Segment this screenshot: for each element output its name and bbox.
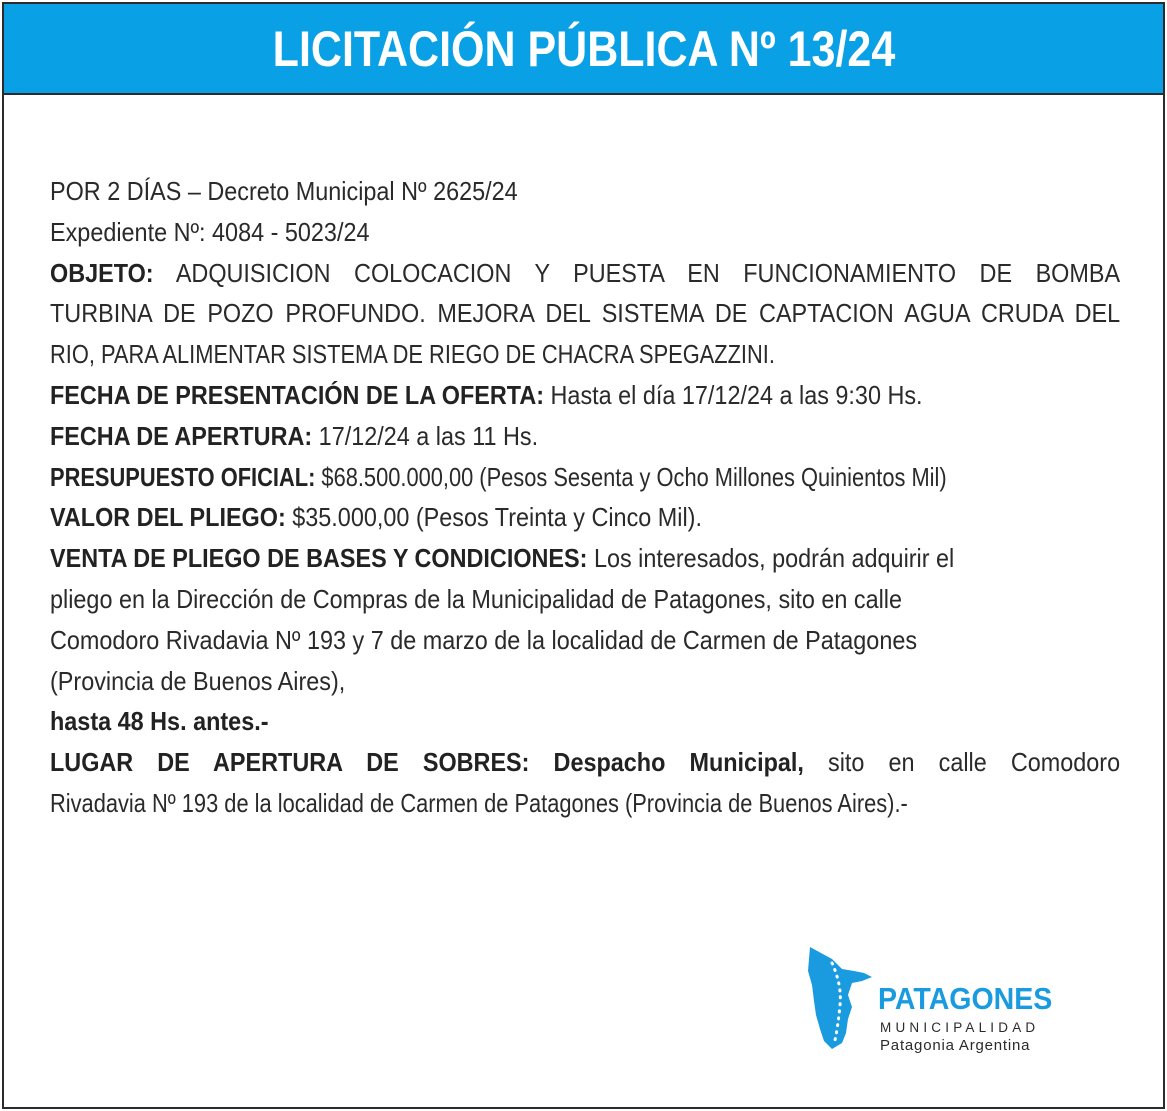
presentacion-value: Hasta el día 17/12/24 a las 9:30 Hs. <box>550 379 923 410</box>
objeto-line-3: RIO, PARA ALIMENTAR SISTEMA DE RIEGO DE CHACRA SPEGAZZINI. <box>50 339 775 370</box>
lugar-line-1 <box>50 742 1120 783</box>
logo-name: PATAGONES <box>878 981 1053 1016</box>
presupuesto-value: $68.500.000,00 (Pesos Sesenta y Ocho Millones Quinientos Mil) <box>321 461 947 492</box>
objeto-text-1: ADQUISICION COLOCACION Y PUESTA EN FUNCIONAMIENTO DE BOMBA <box>175 257 1121 288</box>
pliego-value: $35.000,00 (Pesos Treinta y Cinco Mil). <box>292 502 702 533</box>
lugar-line-2: Rivadavia Nº 193 de la localidad de Carmen de Patagones (Provincia de Buenos Aires).- <box>50 787 908 818</box>
notice-body <box>50 171 1120 824</box>
objeto-line-1 <box>50 253 1120 294</box>
venta-line-4: (Provincia de Buenos Aires), <box>50 665 346 696</box>
pliego-line <box>50 497 1013 538</box>
logo-tagline: Patagonia Argentina <box>880 1037 1031 1054</box>
header-banner <box>4 4 1163 95</box>
presupuesto-label: PRESUPUESTO OFICIAL: <box>50 461 316 492</box>
days-line: POR 2 DÍAS – Decreto Municipal Nº 2625/24 <box>50 176 518 206</box>
apertura-label: FECHA DE APERTURA: <box>50 420 313 451</box>
venta-line-2: pliego en la Dirección de Compras de la Municipalidad de Patagones, sito en calle <box>50 583 903 614</box>
venta-label: VENTA DE PLIEGO DE BASES Y CONDICIONES: <box>50 543 588 574</box>
page-title: LICITACIÓN PÚBLICA Nº 13/24 <box>272 20 895 77</box>
presupuesto-line <box>50 457 949 498</box>
presentacion-line <box>50 375 1013 416</box>
logo-subtitle: MUNICIPALIDAD <box>880 1020 1040 1035</box>
hasta-line: hasta 48 Hs. antes.- <box>50 706 269 737</box>
venta-text-1: Los interesados, podrán adquirir el <box>593 543 955 574</box>
patagones-map-icon <box>802 945 874 1053</box>
apertura-value: 17/12/24 a las 11 Hs. <box>318 420 539 451</box>
lugar-text-1: sito en calle Comodoro <box>827 747 1121 778</box>
objeto-line-2 <box>50 293 1120 334</box>
pliego-label: VALOR DEL PLIEGO: <box>50 502 286 533</box>
expediente-line: Expediente Nº: 4084 - 5023/24 <box>50 216 370 247</box>
objeto-label: OBJETO: <box>50 257 154 288</box>
apertura-line <box>50 416 1013 457</box>
presentacion-label: FECHA DE PRESENTACIÓN DE LA OFERTA: <box>50 379 545 410</box>
objeto-text-2: TURBINA DE POZO PROFUNDO. MEJORA DEL SISTEMA DE CAPTACION AGUA CRUDA DEL <box>50 298 1121 329</box>
lugar-label: LUGAR DE APERTURA DE SOBRES: Despacho Municipal, <box>50 747 804 778</box>
venta-line-1 <box>50 538 1013 579</box>
patagones-logo <box>802 945 1082 1055</box>
notice-frame <box>2 2 1165 1109</box>
venta-line-3: Comodoro Rivadavia Nº 193 y 7 de marzo de la localidad de Carmen de Patagones <box>50 624 918 655</box>
